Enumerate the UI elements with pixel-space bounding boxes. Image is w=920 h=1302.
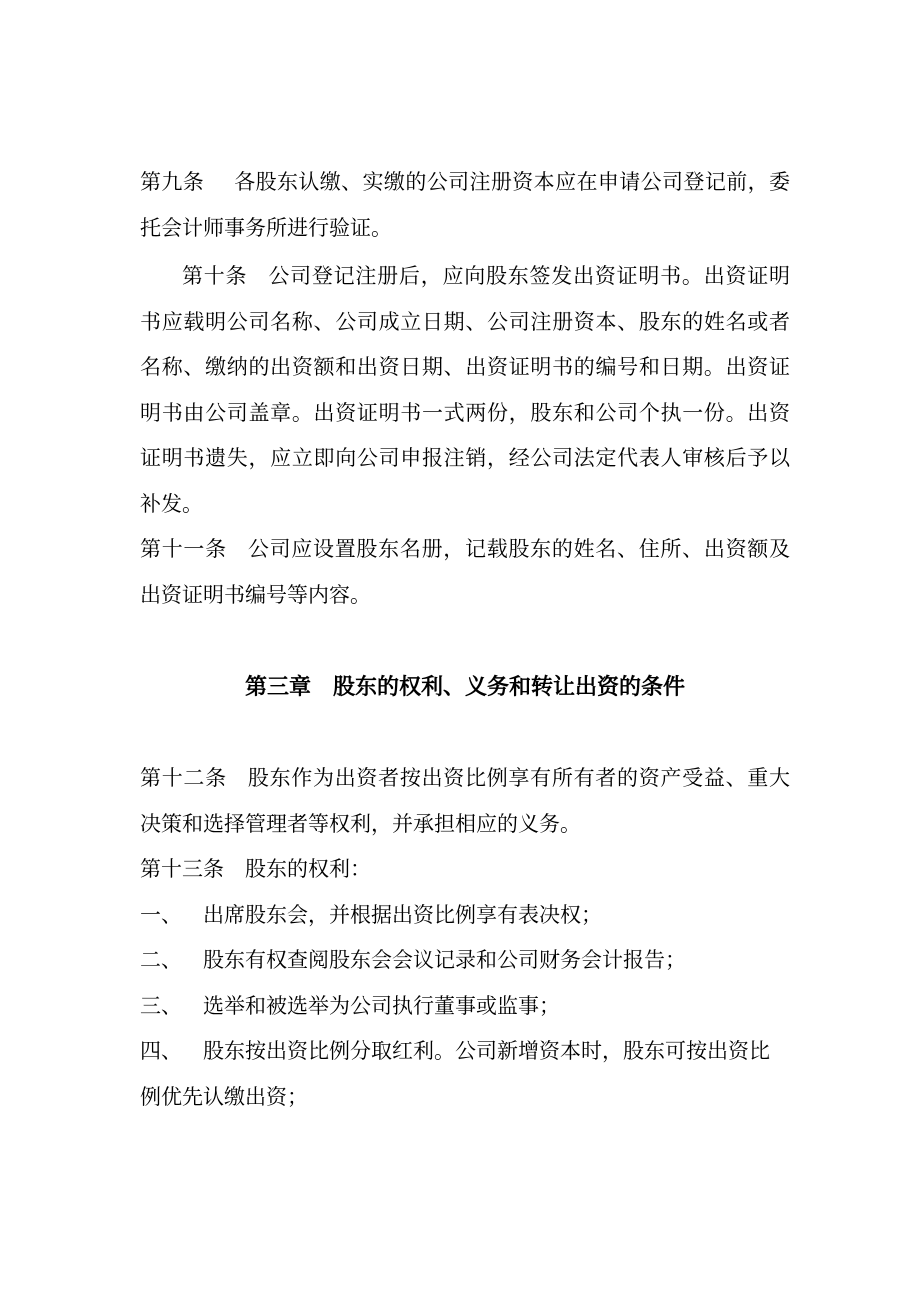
article-13 (140, 847, 790, 893)
list-item-number: 一、 (140, 902, 182, 927)
article-label: 第十三条 (140, 857, 224, 881)
list-item-text: 股东有权查阅股东会会议记录和公司财务会计报告； (203, 948, 686, 972)
article-label: 第十一条 (140, 537, 227, 561)
article-label: 第十二条 (140, 766, 227, 790)
chapter-title: 第三章 股东的权利、义务和转让出资的条件 (244, 675, 685, 700)
article-9 (140, 160, 790, 251)
list-item (140, 893, 790, 939)
document-page (140, 160, 790, 1120)
list-item (140, 1029, 790, 1120)
article-12 (140, 756, 790, 847)
list-item-text: 股东按出资比例分取红利。公司新增资本时，股东可按出资比例优先认缴出资； (140, 1039, 770, 1109)
article-10 (140, 254, 790, 527)
article-label: 第九条 (140, 170, 205, 194)
article-label: 第十条 (182, 264, 248, 288)
list-item-number: 四、 (140, 1039, 182, 1063)
article-text: 股东的权利： (245, 857, 371, 881)
article-text: 股东作为出资者按出资比例享有所有者的资产受益、重大决策和选择管理者等权利，并承担相应的义务。 (140, 766, 790, 836)
article-text: 公司登记注册后，应向股东签发出资证明书。出资证明书应载明公司名称、公司成立日期、公司注册资本、股东的姓名或者名称、缴纳的出资额和出资日期、出资证明书的编号和日期。出资证明书由公司盖章。出资证明书一式两份，股东和公司个执一份。出资证明书遗失，应立即向公司申报注销，经公司法定代表人审核后予以补发。 (140, 264, 791, 516)
article-11 (140, 527, 790, 618)
list-item-text: 出席股东会，并根据出资比例享有表决权； (203, 902, 602, 927)
article-text: 公司应设置股东名册，记载股东的姓名、住所、出资额及出资证明书编号等内容。 (140, 537, 790, 607)
list-item-number: 二、 (140, 948, 182, 972)
list-item (140, 938, 790, 984)
list-item-text: 选举和被选举为公司执行董事或监事； (203, 993, 560, 1018)
list-item (140, 984, 790, 1030)
article-text: 各股东认缴、实缴的公司注册资本应在申请公司登记前，委托会计师事务所进行验证。 (140, 170, 791, 240)
list-item-number: 三、 (140, 993, 182, 1018)
